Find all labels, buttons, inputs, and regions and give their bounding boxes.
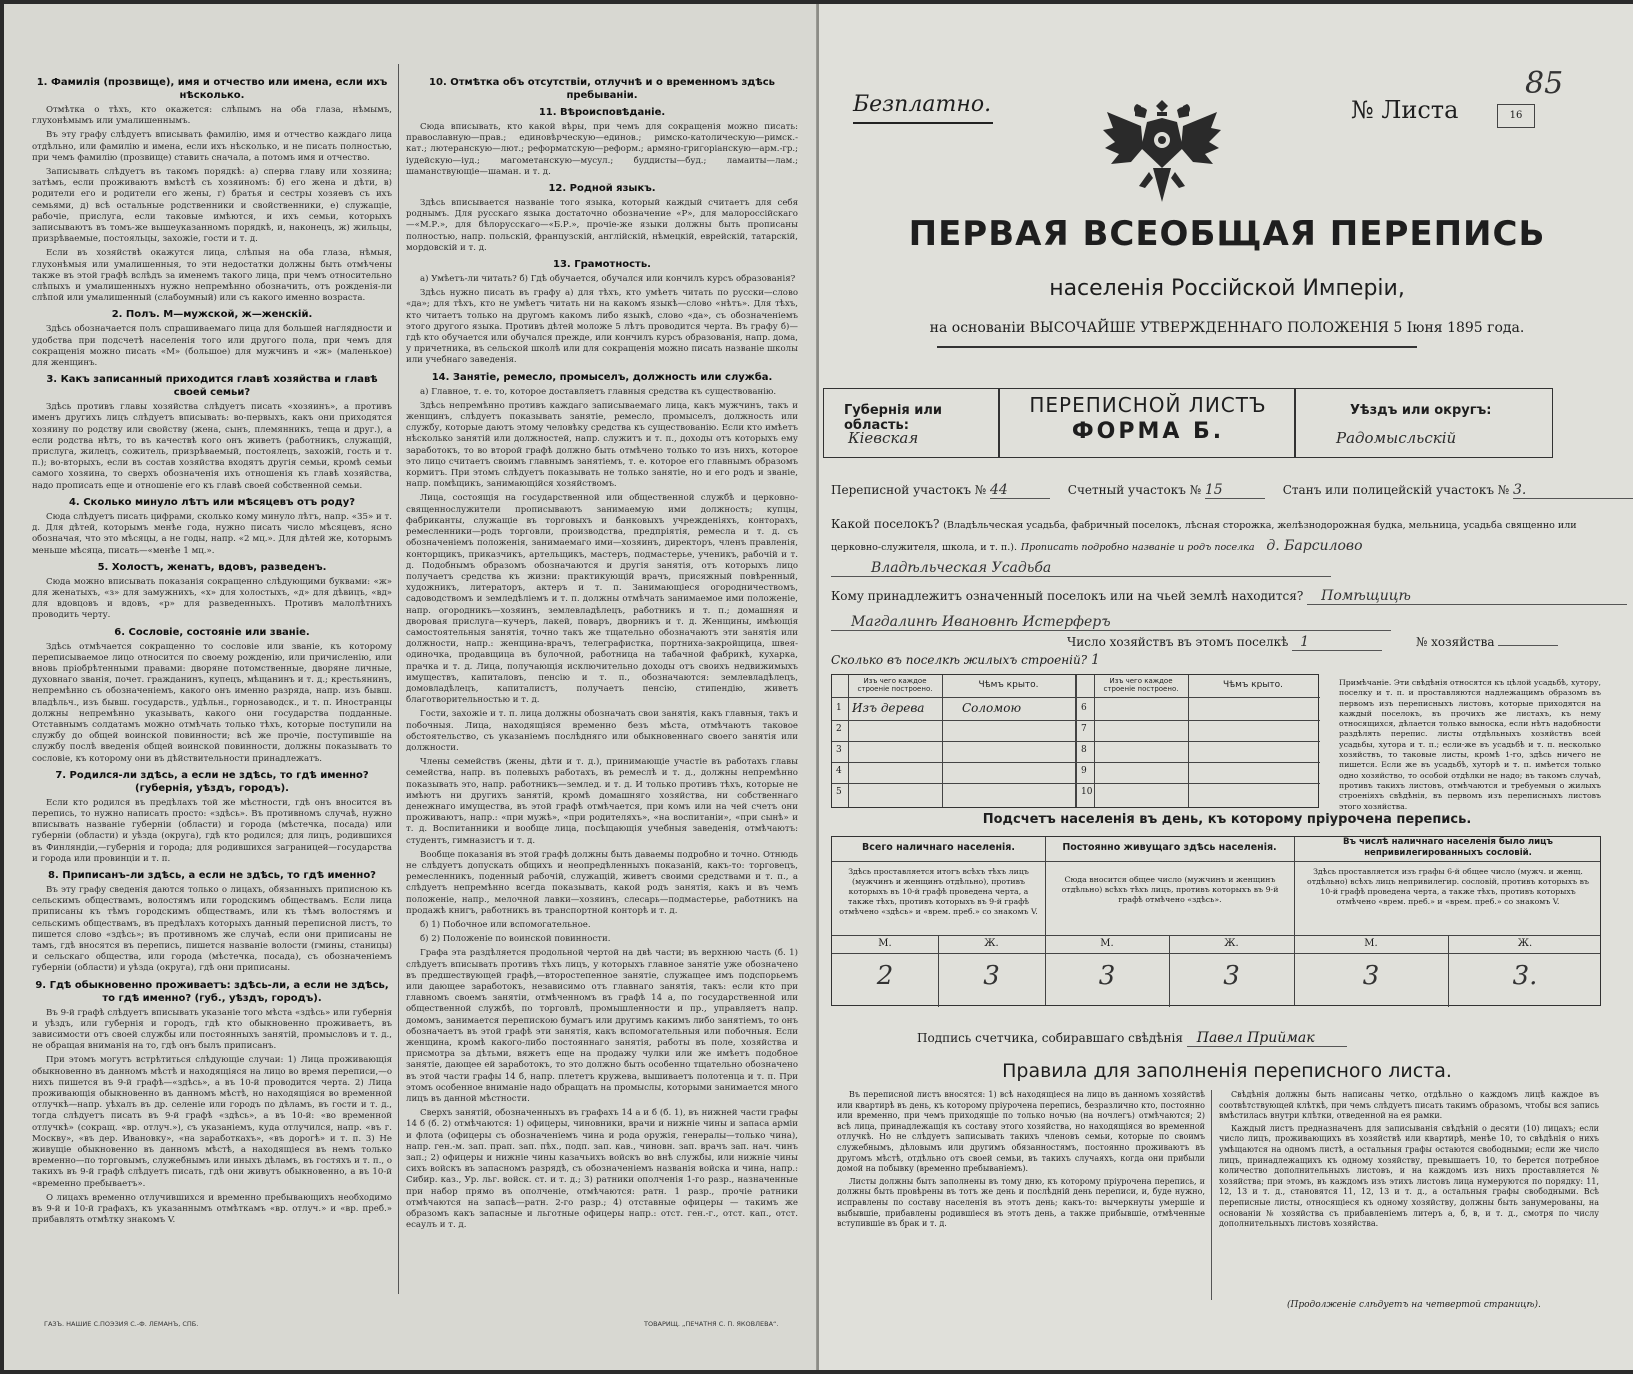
census-area-value: 44: [990, 482, 1050, 499]
col-material-head-2: Изъ чего каждое строеніе построено.: [1103, 677, 1179, 693]
signature-label: Подпись счетчика, собиравшаго свѣдѣнія: [917, 1031, 1183, 1045]
section-paragraph: При этомъ могутъ встрѣтиться слѣдующіе случаи: 1) Лица проживающія обыкновенно въ данномъ мѣстѣ и находящіяся на лицо во время переписи,—о нихъ пишется въ 9-й графѣ—«здѣсь», а въ 10-й проводится черта. 2) Лица проживающія обыкновенно въ данномъ мѣстѣ, но находящіяся во временной отлучкѣ—напр. уѣхалъ въ др. селеніе или городъ по дѣламъ, въ гости и т. д., тогда слѣдуетъ писать въ 9-й графѣ «здѣсь», а въ 10-й: «во временной отлучкѣ» (сокращ. «вр. отлуч.»), съ указаніемъ, куда отлучился, напр. «въ г. Москву», «въ дер. Ивановку», «на заработкахъ», «въ дорогѣ» и т. п. 3) Не живущіе обыкновенно въ данномъ мѣстѣ, а находящіеся въ немъ только временно—по торговымъ, служебнымъ или иныхъ дѣламъ, въ гостяхъ и т. п., о такихъ въ 9-й графѣ слѣдуетъ писать, гдѣ они живутъ обыкновенно, а въ 10-й «временно пребываетъ».: [32, 1055, 392, 1189]
house-row-number: 1: [836, 703, 842, 713]
settlement-value-2: Владѣльческая Усадьба: [831, 560, 1331, 577]
house-row-number: 3: [836, 745, 842, 755]
row-line: [832, 783, 1075, 784]
households-label: Число хозяйствъ въ этомъ поселкѣ: [1067, 635, 1289, 649]
settlement-hint: (Владѣльческая усадьба, фабричный поселокъ, лѣсная сторожка, желѣзнодорожная будка, мельница, усадьба священно или церковно-служителя, школа, и т. п.).: [831, 520, 1577, 553]
free-label: Безплатно.: [853, 92, 992, 117]
section-paragraph: Здѣсь непремѣнно противъ каждаго записываемаго лица, какъ мужчинъ, такъ и женщинъ, слѣдуетъ показывать занятіе, ремесло, промыселъ, должность или службу, которые даютъ этому человѣку средства къ существованію. Если кто имѣетъ нѣсколько занятій или должностей, напр. служитъ и т. п., доходы отъ которыхъ ему заработокъ, то во второй графѣ должно быть отмѣчено только то изъ нихъ, которое это лицо считаетъ своимъ главнымъ занятіемъ, т. е. которое его главнымъ образомъ кормитъ. При этомъ слѣдуетъ показывать не только занятіе, но и его родъ и званіе, напр. помѣщикъ, занимающійся хозяйствомъ.: [406, 400, 798, 490]
section-paragraph: Вообще показанія въ этой графѣ должны быть даваемы подробно и точно. Отнюдь не слѣдуетъ допускать общихъ и неопредѣленныхъ показаній, какъ-то: торговецъ, ремесленникъ, поденный рабочій, служащій, живетъ своими средствами и т. п., а слѣдуетъ непремѣнно всегда показывать, какой родъ занятія, какъ и въ чемъ положеніе, напр., мелочной лавки—хозяинъ, слесарь—подмастерье, работникъ на продажѣ книгъ, работникъ въ транспортной конторѣ и т. д.: [406, 849, 798, 916]
col2-male-label: М.: [1100, 938, 1114, 949]
rules-left: [837, 1090, 1205, 1232]
population-count-table: [831, 836, 1601, 1006]
col3-female-label: Ж.: [1517, 938, 1533, 949]
section-heading: 7. Родился-ли здѣсь, а если не здѣсь, то гдѣ именно? (губернія, уѣздъ, городъ).: [55, 769, 369, 794]
form-header: [817, 388, 1633, 458]
form-title-box: [999, 388, 1295, 458]
form-type: ФОРМА Б.: [1071, 419, 1225, 444]
section-heading: 2. Полъ. М—мужской, ж—женскій.: [111, 309, 313, 321]
counting-area-label: Счетный участокъ №: [1067, 483, 1202, 497]
household-no-value: [1498, 645, 1558, 646]
resident-male-value: 3: [1098, 961, 1116, 991]
section-heading: 1. Фамилія (прозвище), имя и отчество или имена, если ихъ нѣсколько.: [36, 77, 388, 101]
household-no-label: № хозяйства: [1415, 635, 1495, 649]
house-row-number: 2: [836, 724, 842, 734]
house-row-number: 10: [1081, 787, 1093, 797]
row-line: [832, 720, 1075, 721]
section-heading: 10. Отмѣтка объ отсутствіи, отлучнѣ и о временномъ здѣсь пребываніи.: [429, 77, 775, 101]
rules-paragraph: Свѣдѣнія должны быть написаны четко, отдѣльно о каждомъ лицѣ каждое въ соотвѣтствующей клѣткѣ, при чемъ слѣдуетъ писать такимъ образомъ, чтобы вся запись вмѣстилась внутри клѣтки, отведенной на ея рамки.: [1219, 1090, 1599, 1121]
section-paragraph: Сюда можно вписывать показанія сокращенно слѣдующими буквами: «ж» для женатыхъ, «з» для замужнихъ, «х» для холостыхъ, «д» для дѣвицъ, «вд» для вдовцовъ и вдовъ, «р» для разведенныхъ. Противъ малолѣтнихъ проводить черту.: [32, 576, 392, 621]
col-roof-head: Чѣмъ крыто.: [978, 680, 1039, 690]
province-label: Губернія или область:: [844, 403, 943, 433]
section-paragraph: Записывать слѣдуетъ въ такомъ порядкѣ: а) сперва главу или хозяина; затѣмъ, если проживаютъ вмѣстѣ съ хозяиномъ: б) его жена и дѣти, в) родители его и родители его жены, г) братья и сестры хозяевъ съ ихъ семьями, д) всѣ остальные родственники и свойственники, е) служащіе, рабочіе, прислуга, если таковые имѣются, и ихъ семьи, которыхъ записываютъ въ томъ-же вышеуказанномъ порядкѣ, и, наконецъ, ж) жильцы, призрѣваемые, постояльцы, захожіе, гости и т. д.: [32, 167, 392, 245]
house-material: Изъ дерева: [852, 701, 925, 715]
row-line: [1077, 762, 1320, 763]
section-paragraph: Въ 9-й графѣ слѣдуетъ вписывать указаніе того мѣста «здѣсь» или губернія и уѣздъ, или губернія и городъ, гдѣ кто обыкновенно проживаетъ, въ зависимости отъ своей службы или постоянныхъ занятій, промысловъ и т. д., не обращая вниманія на то, гдѣ онъ былъ приписанъ.: [32, 1007, 392, 1052]
section-heading: 6. Сословіе, состояніе или званіе.: [114, 626, 310, 638]
form-title: ПЕРЕПИСНОЙ ЛИСТЪ: [1029, 393, 1267, 417]
signature-row: [917, 1030, 1347, 1047]
page-fold: [817, 4, 819, 1370]
rules-title: Правила для заполненія переписного листа.: [1002, 1060, 1452, 1082]
district-label: Уѣздъ или округъ:: [1350, 403, 1492, 418]
section-heading: 14. Занятіе, ремесло, промыселъ, должность или служба.: [431, 371, 773, 383]
houses-table: [831, 674, 1319, 808]
col1-female-label: Ж.: [984, 938, 999, 949]
owner-row: [831, 588, 1627, 605]
section-paragraph: Члены семействъ (жены, дѣти и т. д.), принимающіе участіе въ работахъ главы семейства, напр. въ полевыхъ работахъ, въ ремеслѣ и т. д., должны непремѣнно показывать это, напр. работникъ—землед. и т. д. И только противъ тѣхъ, которые не имѣютъ ни другихъ занятій, кромѣ домашняго хозяйства, ни собственнаго денежнаго имущества, въ этой графѣ отмѣчается, при комъ или на чей счетъ они проживаютъ, напр.: «при мужѣ», «при родителяхъ», «на воспитаніи», «при сынѣ» и т. д. Воспитанники и вообще лица, посѣщающія учебныя заведенія, отмѣчаютъ: студентъ, гимназистъ и т. д.: [406, 757, 798, 846]
district-box: [1295, 388, 1553, 458]
section-paragraph: Графа эта раздѣляется продольной чертой на двѣ части; въ верхнюю часть (б. 1) слѣдуетъ вписывать противъ тѣхъ лицъ, у которыхъ главное занятіе уже обозначено въ предшествующей графѣ,—второстепенное занятіе, служащее имъ подспорьемъ или дающее заработокъ, независимо отъ главнаго занятія, такъ: если кто при главномъ своемъ занятіи, отмѣченномъ въ графѣ 14 а, по государственной или общественной службѣ, по торговлѣ, промышленности и пр., управляетъ напр. домомъ, занимается перепискою бумагъ или другимъ какимъ либо занятіемъ, то онъ обозначаетъ въ этой графѣ эти занятія, какъ вспомогательныя или побочныя. Если женщина, кромѣ какого-либо постояннаго занятія, работы въ поле, хозяйства и присмотра за дѣтьми, вяжетъ еще на продажу чулки или же имѣетъ подобное занятіе, дающее ей заработокъ, то это должно быть особенно тщательно обозначено въ этой части графы 14 б, напр. плететъ кружева, вышиваетъ полотенца и т. п. При этомъ особенное вниманіе надо обращать на промыслы, которыми занимается много лицъ въ данной мѣстности.: [406, 948, 798, 1105]
census-area-row: [831, 482, 1633, 499]
section-paragraph: Здѣсь обозначается полъ спрашиваемаго лица для большей наглядности и удобства при подсчетѣ населенія того или другого пола, при чемъ для сокращенія можно писать «М» (большое) для мужчинъ и «ж» (маленькое) для женщинъ.: [32, 324, 392, 369]
count-title: Подсчетъ населенія въ день, къ которому пріурочена перепись.: [982, 812, 1472, 827]
note-text: Примѣчаніе. Эти свѣдѣнія относятся къ цѣлой усадьбѣ, хутору, поселку и т. п. и проставляются надлежащимъ образомъ въ первомъ изъ переписныхъ листовъ, которые приходятся на каждый поселокъ, въ прочихъ же листахъ, къ нему относящихся, дѣлается только выноска, если нѣтъ надобности раздѣлять перепис. листы отдѣльныхъ хозяйствъ всей усадьбы, хутора и т. п.; если-же въ усадьбѣ и т. п. несколько хозяйствъ, то таковые листы, кромѣ 1-го, здѣсь ничего не пишется. Если же въ усадьбѣ, хуторѣ и т. п. имѣется только одно хозяйство, то особой отдѣлки не надо; въ такомъ случаѣ, противъ такихъ листовъ, отмѣчаются и требуемыя о жилыхъ строеніяхъ свѣдѣнія, въ первомъ изъ переписныхъ листовъ этого хозяйства.: [1339, 678, 1601, 811]
nonpriv-male-value: 3: [1362, 961, 1380, 991]
settlement-label: Какой поселокъ?: [831, 517, 940, 531]
col2-female-label: Ж.: [1224, 938, 1239, 949]
col3-male-label: М.: [1364, 938, 1378, 949]
section-paragraph: Отмѣтка о тѣхъ, кто окажется: слѣпымъ на оба глаза, нѣмымъ, глухонѣмымъ или умалишеннымъ.: [32, 105, 392, 127]
instructions-column-middle: [406, 72, 798, 1302]
settlement-value-1: д. Барсилово: [1266, 538, 1363, 554]
column-divider: [398, 64, 399, 1294]
col-roof-head-2: Чѣмъ крыто.: [1222, 680, 1284, 690]
house-roof: Соломою: [962, 701, 1022, 715]
rules-paragraph: Каждый листъ предназначенъ для записыванія свѣдѣній о десяти (10) лицахъ; если число лицъ, проживающихъ въ хозяйствѣ или квартирѣ, менѣе 10, то свѣдѣнія о нихъ умѣщаются на одномъ листѣ, а остальныя графы остаются свободными; если же число лицъ, принадлежащихъ къ одному хозяйству, превышаетъ 10, то берется потребное количество дополнительныхъ листовъ, и на каждомъ изъ нихъ проставляется № хозяйства; при этомъ, въ каждомъ изъ этихъ листовъ лица нумеруются по порядку: 11, 12, 13 и т. д., становятся 11, 12, 13 и т. д., а остальныя графы свободными. Всѣ переписные листы, относящіеся къ одному хозяйству, должны быть занумерованы, на основаніи № хозяйства съ прибавленіемъ литеръ а, б, в, и т. д., смотря по числу дополнительныхъ листовъ хозяйства.: [1219, 1123, 1599, 1229]
handwritten-page-number: 85: [1525, 66, 1564, 101]
section-paragraph: а) Умѣетъ-ли читать? б) Гдѣ обучается, обучался или кончилъ курсъ образованія?: [420, 274, 796, 285]
count-col3-text: Здѣсь проставляется изъ графы 6-й общее число (мужч. и женщ. отдѣльно) всѣхъ лицъ непривилегир. сословій, противъ которыхъ въ 10-й графѣ проведена черта, а также тѣхъ, противъ которыхъ отмѣчено «врем. преб.» и «врем. преб.» со знакомъ V.: [1307, 867, 1589, 906]
section-paragraph: б) 2) Положеніе по воинской повинности.: [420, 934, 611, 945]
census-area-label: Переписной участокъ №: [831, 483, 987, 497]
households-row: [1067, 634, 1558, 651]
continued-note: (Продолженіе слѣдуетъ на четвертой страницѣ).: [1287, 1300, 1541, 1310]
section-paragraph: Здѣсь вписывается названіе того языка, который каждый считаетъ для себя роднымъ. Для русскаго языка достаточно обозначение «Р», для малороссійскаго—«М.Р.», для бѣлорусскаго—«Б.Р.», прочіе-же языки должны быть прописаны полностью, напр. польскій, французскій, англійскій, нѣмецкій, еврейскій, татарскій, мордовскій и т. д.: [406, 198, 798, 253]
house-row-number: 7: [1081, 724, 1087, 734]
district-value: Радомысльскій: [1336, 429, 1457, 447]
owner-row-2: [831, 614, 1391, 631]
section-paragraph: б) 1) Побочное или вспомогательное.: [420, 920, 591, 930]
resident-female-value: 3: [1223, 961, 1240, 991]
total-male-value: 2: [876, 961, 894, 991]
buildings-value: 1: [1090, 652, 1100, 668]
section-paragraph: Здѣсь нужно писать въ графу а) для тѣхъ, кто умѣетъ читать по русски—слово «да»; для тѣхъ, кто не умѣетъ читать ни на какомъ языкѣ—слово «нѣтъ». Для тѣхъ, кто читаетъ только на другомъ какомъ либо языкѣ, слово «да», съ обозначеніемъ этого другого языка. Противъ дѣтей моложе 5 лѣтъ проводится черта. Въ графу б)—гдѣ кто обучается или обучался прежде, или кончилъ курсъ образованія, напр. дома, у причетника, въ сельской школѣ или для сокращенія можно писать названіе школы или учебнаго заведенія.: [406, 288, 798, 366]
rules-divider: [1211, 1090, 1212, 1300]
section-paragraph: Сверхъ занятій, обозначенныхъ въ графахъ 14 а и б (б. 1), въ нижней части графы 14 б (б. 2) отмѣчаются: 1) офицеры, чиновники, врачи и нижніе чины и запаса арміи и флота (офицеры съ обозначеніемъ чина и рода оружія, генералы—только чина), напр. ген.-м. зап. прап. зап. пѣх., подп. зап. кав., чиновн. зап. врачъ зап. нач. чинъ зап.; 2) офицеры и нижніе чины казачьихъ войскъ во внѣ службы, или нижніе чины сихъ войскъ въ запасномъ разрядѣ, съ обозначеніемъ названія войска и чина, напр.: Сибир. каз., Ур. льг. войск. ст. и т. д.; 3) ратники ополченія 1-го разр., назначенные при набор прямо въ ополченіе, отмѣчаются: ратн. 1 разр., прочіе ратники отмѣчаются на запасѣ—ратн. 2-го разр.; 4) отставные офицеры — такимъ же образомъ какъ запасные и льготные офицеры напр.: отст. ген.-г., отст. кап., отст. есаулъ и т. д.: [406, 1108, 798, 1231]
buildings-row: [831, 652, 1151, 668]
owner-label: Кому принадлежитъ означенный поселокъ или на чьей землѣ находится?: [831, 589, 1304, 603]
free-underline: [853, 122, 993, 124]
section-paragraph: Если кто родился въ предѣлахъ той же мѣстности, гдѣ онъ вносится въ перепись, то нужно написать просто: «здѣсь». Въ противномъ случаѣ, нужно вписывать названіе губерніи (области) и города (мѣстечка, посада) или губерніи (области) и уѣзда (округа), гдѣ кто родился; для лицъ, родившихся въ Финляндіи,—губернія и города; для родившихся заграницей—государства и города или провинціи и т. п.: [32, 797, 392, 864]
section-heading: 13. Грамотность.: [553, 259, 651, 271]
right-page: [816, 4, 1633, 1370]
subtitle-decree: на основаніи ВЫСОЧАЙШЕ УТВЕРЖДЕННАГО ПОЛОЖЕНІЯ 5 Іюня 1895 года.: [929, 320, 1525, 336]
left-page: [4, 4, 816, 1370]
house-row-number: 5: [836, 787, 842, 797]
printer-imprint-left: ГАЗЪ. НАШИЕ С.ПОЭЗИЯ С.-Ф. ЛЕМАНЪ, СПБ.: [44, 1320, 199, 1328]
section-heading: 5. Холостъ, женатъ, вдовъ, разведенъ.: [97, 561, 327, 573]
section-paragraph: О лицахъ временно отлучившихся и временно пребывающихъ необходимо въ 9-й и 10-й графахъ, къ указаннымъ отмѣткамъ «вр. отлуч.» и «вр. преб.» прибавлять отмѣтку знакомъ V.: [32, 1192, 392, 1226]
nonpriv-female-value: 3.: [1512, 961, 1538, 991]
province-value: Кіевская: [848, 429, 919, 447]
section-paragraph: Въ эту графу слѣдуетъ вписывать фамилію, имя и отчество каждаго лица отдѣльно, или фамилію и имена, если ихъ нѣсколько, и не писать полностью, при чемъ фамилію (прозвище) ставить сначала, а потомъ имя и отчество.: [32, 130, 392, 163]
sheet-number-value: 16: [1497, 104, 1535, 128]
settlement-row-2: [831, 560, 1331, 577]
count-col3-head: Въ числѣ наличнаго населенія было лицъ непривилегированныхъ сословій.: [1343, 837, 1553, 858]
section-paragraph: Лица, состоящія на государственной или общественной службѣ и церковно-священнослужители прописываютъ занимаемую ими должность; купцы, фабриканты, служащіе въ торговыхъ и банковыхъ учрежденіяхъ, конторахъ, ремесленники—родъ торговли, производства, предпріятія, ремесла и т. д. съ обозначеніемъ положенія, занимаемаго ими—хозяинъ, директоръ, членъ правленія, конторщикъ, приказчикъ, артельщикъ, мастеръ, подмастерье, ученикъ, рабочій и т. д. Подобнымъ образомъ обозначаются и другія занятія, отъ которыхъ лицо получаетъ средства къ жизни: практикующій врачъ, присяжный повѣренный, художникъ, литераторъ, актеръ и т. п. Занимающіеся огородничествомъ, садоводствомъ и земледѣліемъ и т. п. должны отмѣчать занимаемое ими положеніе, напр. огородникъ—хозяинъ, землевладѣлецъ, работникъ и т. п.; домашняя и дворовая прислуга—кучеръ, лакей, поваръ, дворникъ и т. д. Женщины, имѣющія самостоятельныя занятія, точно такъ же тщательно обозначаютъ эти занятія или должности, напр.: женщина-врачъ, телеграфистка, портниха-закройщица, швея-одиночка, продавщица въ булочной, работница на табачной фабрикѣ, кухарка, прачка и т. д. Лица, получающія исключительно доходы отъ своихъ недвижимыхъ имуществъ, капиталовъ, пенсію и т. п., обозначаются: землевладѣлецъ, домовладѣлецъ, капиталистъ, получаетъ пенсію, стипендію, живетъ благотворительностью и т. д.: [406, 493, 798, 706]
counting-area-value: 15: [1205, 482, 1265, 499]
row-line: [1077, 720, 1320, 721]
total-female-value: 3: [983, 961, 1000, 991]
owner-value-1: Помѣщицѣ: [1307, 588, 1627, 605]
police-area-value: 3.: [1513, 482, 1633, 499]
section-heading: 8. Приписанъ-ли здѣсь, а если не здѣсь, то гдѣ именно?: [48, 869, 376, 881]
subtitle: населенія Россійской Имперіи,: [1049, 276, 1405, 301]
section-paragraph: а) Главное, т. е. то, которое доставляетъ главныя средства къ существованію.: [420, 386, 777, 397]
section-paragraph: Здѣсь противъ главы хозяйства слѣдуетъ писать «хозяинъ», а противъ именъ другихъ лицъ слѣдуетъ вписывать: во-первыхъ, какъ они приходятся хозяину по родству или свойству (жена, сынъ, племянникъ, теща и друг.), а если родства нѣтъ, то въ качествѣ кого онъ живетъ (работникъ, служащій, прислуга, жилецъ, сожитель, призрѣваемый, постоялецъ, захожій, гость и т. п.); во-вторыхъ, если въ состав хозяйства входятъ другія семьи, кромѣ семьи самого хозяина, то сверхъ обозначенія ихъ отношенія къ главѣ хозяйства, надо прописать еще и отношеніе его къ главѣ своей собственной семьи.: [32, 402, 392, 491]
divider-rule: [937, 346, 1417, 348]
instructions-column-left: [32, 72, 392, 1302]
house-row-number: 4: [836, 766, 842, 776]
row-line: [832, 861, 1600, 862]
row-line: [1077, 697, 1320, 698]
row-line: [1077, 783, 1320, 784]
row-line: [832, 762, 1075, 763]
col1-male-label: М.: [878, 938, 892, 949]
settlement-hint-italic: Прописать подробно названіе и родъ поселка: [1020, 542, 1255, 553]
row-line: [832, 953, 1600, 954]
section-paragraph: Гости, захожіе и т. п. лица должны обозначать свои занятія, какъ главныя, такъ и побочныя. Лица, находящіяся временно безъ мѣста, отмѣчаютъ таковое обстоятельство, съ указаніемъ послѣдняго или обыкновеннаго своего занятія или должности.: [406, 709, 798, 753]
section-heading: 9. Гдѣ обыкновенно проживаетъ: здѣсь-ли, а если не здѣсь, то гдѣ именно? (губ., уѣздъ, городъ).: [35, 979, 389, 1004]
rules-paragraph: Въ переписной листъ вносятся: 1) всѣ находящіеся на лицо въ данномъ хозяйствѣ или квартирѣ въ день, къ которому пріурочена перепись, безразлично кто, постоянно или временно, при чемъ приходящіе по только ночью (на ночлегъ) отмѣчаются; 2) всѣ лица, принадлежащія къ составу этого хозяйства, но находящіяся во временной отлучкѣ. Но не слѣдуетъ записывать такихъ членовъ семьи, которые по своимъ служебнымъ, дѣловымъ или другимъ обязанностямъ, постоянно проживаютъ въ другомъ мѣстѣ, отдѣльно отъ своей семьи, въ такихъ случаяхъ, когда они прибыли домой на побывку (временно пребываніемъ).: [837, 1090, 1205, 1174]
row-line: [832, 741, 1075, 742]
main-title: ПЕРВАЯ ВСЕОБЩАЯ ПЕРЕПИСЬ: [908, 214, 1546, 254]
section-heading: 4. Сколько минуло лѣтъ или мѣсяцевъ отъ роду?: [68, 496, 356, 508]
section-heading: 11. Вѣроисповѣданіе.: [538, 107, 666, 118]
house-row-number: 6: [1081, 703, 1087, 713]
rules-paragraph: Листы должны быть заполнены въ тому дню, къ которому пріурочена перепись, и должны быть провѣрены въ тотъ же день и послѣдній день переписи, и, буде нужно, исправлены по составу населенія въ этотъ день; какъ-то: вычеркнуты умершіе и выбывшіе, прибавлены родившіеся въ этотъ день, а также прибывшіе, отмѣченные вступившіе въ брак и т. д.: [837, 1176, 1205, 1229]
signature-value: Павел Приймак: [1187, 1030, 1347, 1047]
section-heading: 12. Родной языкъ.: [548, 183, 656, 195]
count-col1-head: Всего наличнаго населенія.: [862, 842, 1015, 853]
count-col1-text: Здѣсь проставляется итогъ всѣхъ тѣхъ лицъ (мужчинъ и женщинъ отдѣльно), противъ которыхъ въ 10-й графѣ проведена черта, а также тѣхъ, противъ которыхъ въ 9-й графѣ отмѣчено «здѣсь» и «врем. преб.» со знакомъ V.: [839, 867, 1038, 916]
sheet-number-label: № Листа: [1351, 96, 1459, 124]
buildings-label: Сколько въ поселкѣ жилыхъ строеній?: [831, 653, 1088, 667]
row-line: [832, 935, 1600, 936]
row-line: [832, 697, 1075, 698]
printer-imprint-right: ТОВАРИЩ. „ПЕЧАТНЯ С. П. ЯКОВЛЕВА“.: [644, 1320, 779, 1328]
rules-right: [1219, 1090, 1599, 1232]
count-col2-text: Сюда вносится общее число (мужчинъ и женщинъ отдѣльно) всѣхъ тѣхъ лицъ, противъ которыхъ въ 9-й графѣ отмѣчено «здѣсь».: [1061, 875, 1279, 904]
police-area-label: Станъ или полицейскій участокъ №: [1282, 483, 1510, 497]
section-paragraph: Если въ хозяйствѣ окажутся лица, слѣпыя на оба глаза, нѣмыя, глухонѣмыя или умалишенныя, то эти недостатки должны быть отмѣчены также въ этой графѣ вслѣдъ за именемъ такого лица, при чемъ относительно слѣпыхъ и умалишенныхъ нужно непремѣнно обозначить, отъ рожденія-ли слѣпой или умалишенный (слабоумный) или съ какого именно возраста.: [32, 248, 392, 304]
section-paragraph: Здѣсь отмѣчается сокращенно то сословіе или званіе, къ которому переписываемое лицо относится по своему рожденію, или причисленію, или вновь пріобрѣтенными правами: дворяне потомственные, дворяне личные, духовнаго званія, почет. гражданинъ, купецъ, мѣщанинъ и т. д.; крестьянинъ, непремѣнно съ обозначеніемъ, какого онъ именно разряда, напр. изъ бывш. владѣльч., изъ бывш. государств., удѣльн., горнозаводск., и т. п. Иностранцы должны непремѣнно указывать, какого они государства подданные. Отставнымъ солдатамъ можно отмѣчать только тѣхъ, которые поступили на службу до общей воинской повинности; всѣ же прочіе, поступившіе на службу послѣ введенія общей воинской повинности, должны показывать то сословіе, къ которому они въ дѣйствительности принадлежатъ.: [32, 641, 392, 764]
section-paragraph: Сюда слѣдуетъ писать цифрами, сколько кому минуло лѣтъ, напр. «35» и т. д. Для дѣтей, которымъ менѣе года, нужно писать число мѣсяцевъ, ясно обозначая, что это мѣсяцы, а не годы, напр. «2 мц.». Для дѣтей же, которымъ меньше мѣсяца, писать—«менѣе 1 мц.».: [32, 511, 392, 556]
settlement-row: [831, 514, 1621, 558]
households-value: 1: [1292, 634, 1382, 651]
row-line: [1077, 741, 1320, 742]
section-paragraph: Въ эту графу сведенія даются только о лицахъ, обязанныхъ приписною къ сельскимъ обществамъ, волостямъ или городскимъ обществамъ. Если лица приписаны къ тѣмъ городскимъ обществамъ, или къ тѣмъ волостямъ и сельскимъ обществамъ, въ предѣлахъ которыхъ данный переписной листъ, то пишется слово «здѣсь»; въ противномъ же случаѣ, если они приписаны не тамъ, гдѣ вносятся въ перепись, пишется названіе волости (гмины, станицы) и сельскаго общества, или города (мѣстечка, посада), съ обозначеніемъ губерніи (области) и уѣзда (округа), гдѣ они приписаны.: [32, 884, 392, 974]
house-row-number: 9: [1081, 766, 1087, 776]
owner-value-2: Магдалинѣ Ивановнѣ Истерферъ: [831, 614, 1391, 631]
count-col2-head: Постоянно живущаго здѣсь населенія.: [1062, 842, 1277, 853]
double-headed-eagle-icon: [1097, 82, 1227, 222]
section-paragraph: Сюда вписывать, кто какой вѣры, при чемъ для сокращенія можно писать: православную—прав.; единовѣрческую—единов.; римско-католическую—римск.-кат.; лютеранскую—лют.; реформатскую—реформ.; армяно-григоріанскую—арм.-гр.; іудейскую—іуд.; магометанскую—мусул.; буддисты—буд.; ламаиты—лам.; шаманствующіе—шаман. и т. д.: [406, 122, 798, 177]
section-heading: 3. Какъ записанный приходится главѣ хозяйства и главѣ своей семьи?: [46, 374, 378, 399]
col-material-head: Изъ чего каждое строеніе построено.: [857, 677, 933, 693]
house-row-number: 8: [1081, 745, 1087, 755]
province-box: [823, 388, 999, 458]
